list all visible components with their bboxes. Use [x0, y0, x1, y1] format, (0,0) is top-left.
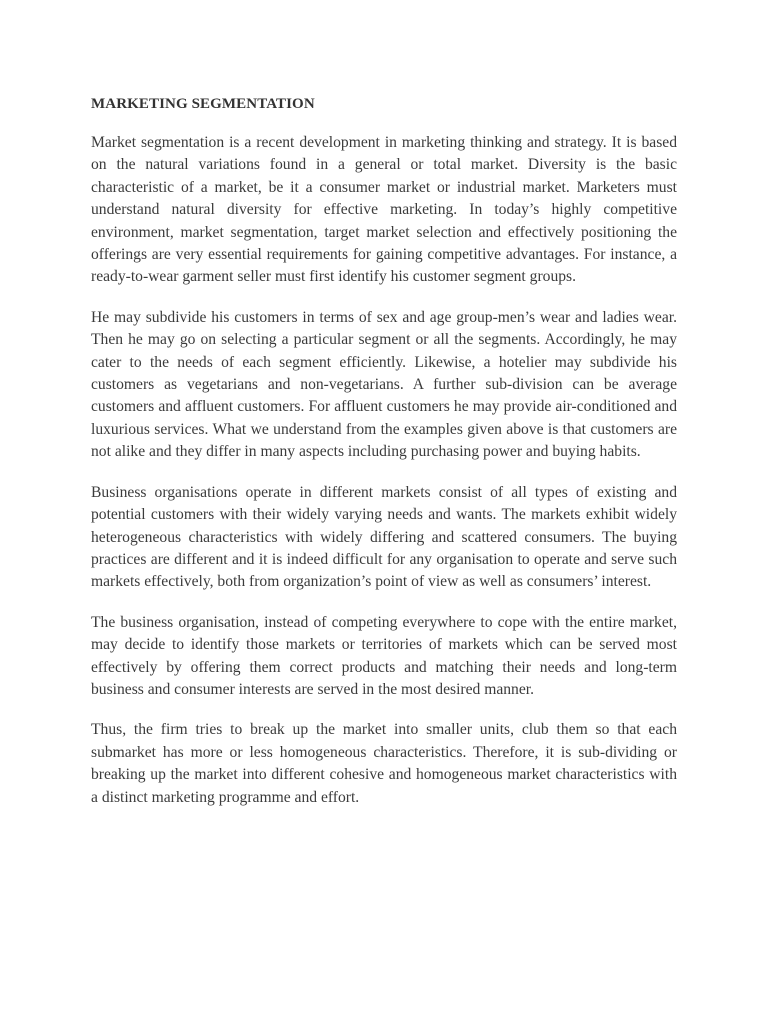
paragraph-1: Market segmentation is a recent development in marketing thinking and strategy. It is based on the natural variations found in a general or total market. Diversity is the basic characteristic of a market, be it a consumer market or industrial market. Marketers must understand natural diversity for effective marketing. In today’s highly competitive environment, market segmentation, target market selection and effectively positioning the offerings are very essential requirements for gaining competitive advantages. For instance, a ready-to-wear garment seller must first identify his customer segment groups. [91, 134, 677, 286]
paragraph-3: Business organisations operate in different markets consist of all types of existing and potential customers with their widely varying needs and wants. The markets exhibit widely heterogeneous characteristics with widely differing and scattered consumers. The buying practices are different and it is indeed difficult for any organisation to operate and serve such markets effectively, both from organization’s point of view as well as consumers’ interest. [91, 483, 677, 591]
page-title: MARKETING SEGMENTATION [91, 96, 315, 112]
paragraph-2: He may subdivide his customers in terms of sex and age group-men’s wear and ladies wear. Then he may go on selecting a particular segment or all the segments. Accordingly, he may cater to the needs of each segment efficiently. Likewise, a hotelier may subdivide his customers as vegetarians and non-vegetarians. A further sub-division can be average customers and affluent customers. For affluent customers he may provide air-conditioned and luxurious services. What we understand from the examples given above is that customers are not alike and they differ in many aspects including purchasing power and buying habits. [91, 308, 677, 461]
document-page [91, 94, 677, 827]
paragraph-5: Thus, the firm tries to break up the market into smaller units, club them so that each submarket has more or less homogeneous characteristics. Therefore, it is sub-dividing or breaking up the market into different cohesive and homogeneous market characteristics with a distinct marketing programme and effort. [91, 721, 677, 806]
paragraph-4: The business organisation, instead of competing everywhere to cope with the entire market, may decide to identify those markets or territories of markets which can be served most effectively by offering them correct products and matching their needs and long-term business and consumer interests are served in the most desired manner. [91, 613, 677, 698]
